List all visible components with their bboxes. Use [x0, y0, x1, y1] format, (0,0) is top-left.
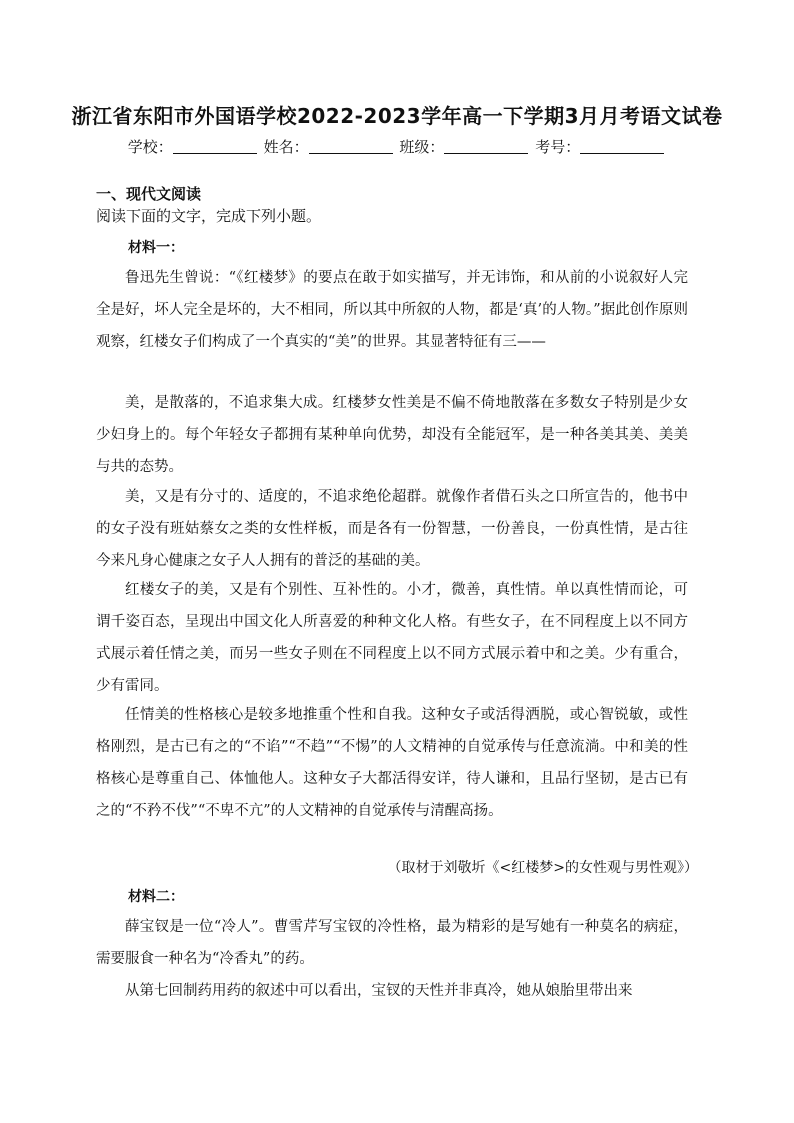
material1-paragraph-2: 美，是散落的，不追求集大成。红楼梦女性美是不偏不倚地散落在多数女子特别是少女少妇身上的。每个年轻女子都拥有某种单向优势，却没有全能冠军，是一种各美其美、美美与共的态势。 — [96, 395, 688, 475]
class-blank[interactable] — [444, 139, 528, 154]
section-heading: 一、现代文阅读 — [96, 185, 202, 203]
reading-instruction: 阅读下面的文字，完成下列小题。 — [96, 207, 322, 225]
exam-number-blank[interactable] — [580, 139, 664, 154]
material2-label: 材料二： — [128, 889, 184, 905]
material1-label: 材料一： — [128, 240, 184, 256]
school-blank[interactable] — [173, 139, 257, 154]
material2-paragraph-2: 从第七回制药用药的叙述中可以看出，宝钗的天性并非真冷，她从娘胎里带出来 — [125, 983, 633, 999]
material1-paragraph-1: 鲁迅先生曾说：“《红楼梦》的要点在敢于如实描写，并无讳饰，和从前的小说叙好人完全是好，坏人完全是坏的，大不相同，所以其中所叙的人物，都是‘真’的人物。”据此创作原则观察，红楼女子们构成了一个真实的“美”的世界。其显著特征有三—— — [96, 270, 688, 350]
exam-number-label: 考号： — [535, 138, 581, 156]
name-label: 姓名： — [263, 138, 309, 156]
material2-paragraph-1: 薛宝钗是一位“冷人”。曹雪芹写宝钗的冷性格，最为精彩的是写她有一种莫名的病症，需要服食一种名为“冷香丸”的药。 — [96, 919, 688, 967]
student-info-fields — [0, 136, 794, 157]
name-blank[interactable] — [309, 139, 393, 154]
school-label: 学校： — [127, 138, 173, 156]
exam-title: 浙江省东阳市外国语学校2022-2023学年高一下学期3月月考语文试卷 — [71, 104, 723, 128]
material1-source: （取材于刘敬圻《<红楼梦>的女性观与男性观》） — [387, 860, 698, 876]
material1-paragraph-3: 美，又是有分寸的、适度的，不追求绝伦超群。就像作者借石头之口所宣告的，他书中的女子没有班姑蔡女之类的女性样板，而是各有一份智慧，一份善良，一份真性情，是古往今来凡身心健康之女子人人拥有的普泛的基础的美。 — [96, 489, 688, 569]
material1-paragraph-5: 任情美的性格核心是较多地推重个性和自我。这种女子或活得洒脱，或心智锐敏，或性格刚烈，是古已有之的“不谄”“不趋”“不惕”的人文精神的自觉承传与任意流淌。中和美的性格核心是尊重自己、体恤他人。这种女子大都活得安详，待人谦和，且品行坚韧，是古已有之的“不矜不伐”“不卑不亢”的人文精神的自觉承传与清醒高扬。 — [96, 707, 688, 819]
class-label: 班级： — [399, 138, 445, 156]
material1-paragraph-4: 红楼女子的美，又是有个别性、互补性的。小才，微善，真性情。单以真性情而论，可谓千姿百态，呈现出中国文化人所喜爱的种种文化人格。有些女子，在不同程度上以不同方式展示着任情之美，而另一些女子则在不同程度上以不同方式展示着中和之美。少有重合，少有雷同。 — [96, 582, 688, 694]
